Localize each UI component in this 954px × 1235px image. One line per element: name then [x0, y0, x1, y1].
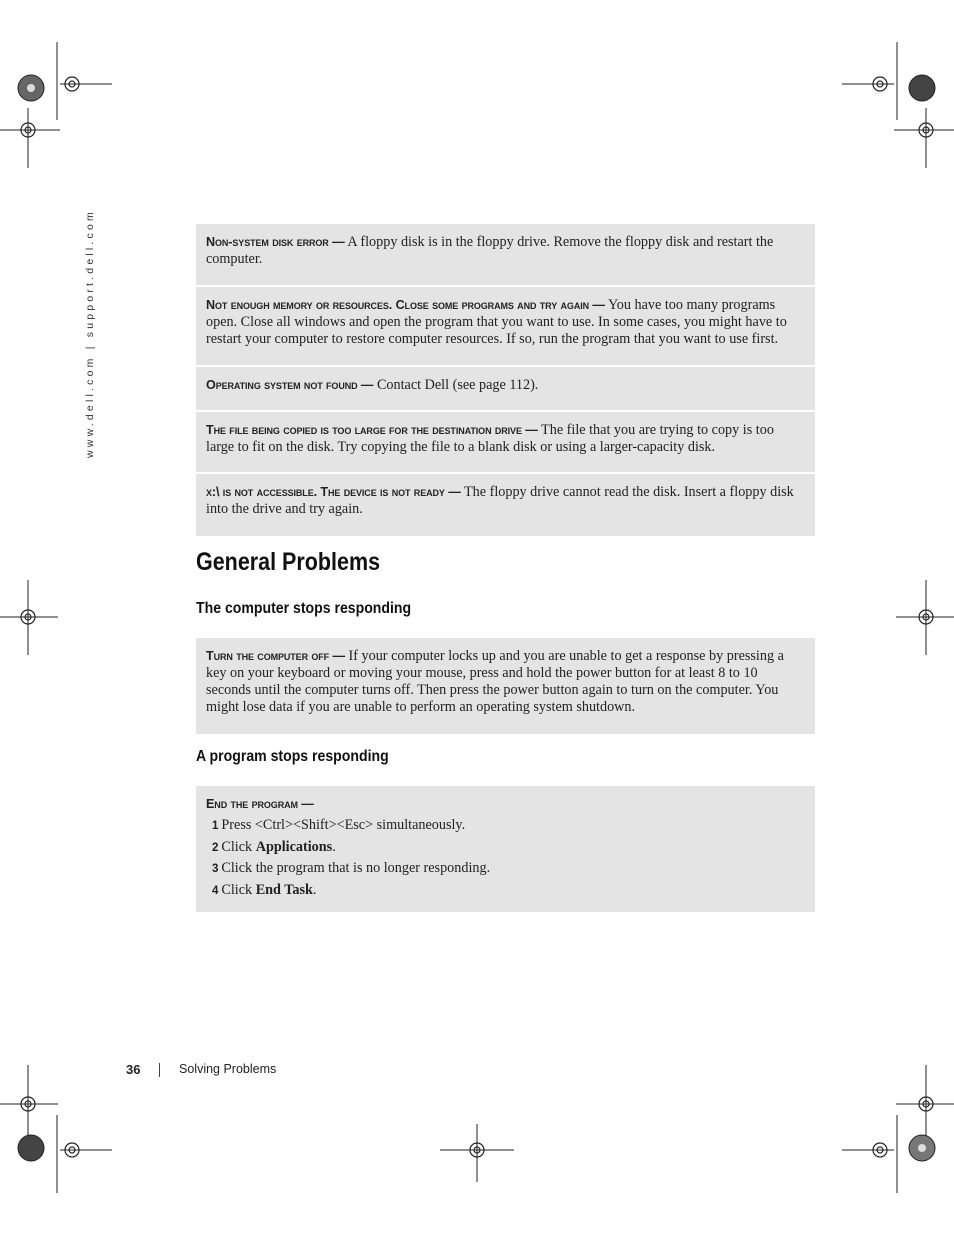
ui-term-end-task: End Task [255, 881, 313, 898]
message-box-turn-off [196, 638, 815, 734]
message-box-not-accessible [196, 474, 815, 536]
step-text-end: . [332, 838, 336, 855]
message-term: End the program — [206, 797, 314, 811]
message-box-non-system-disk [196, 224, 815, 285]
step-text: Press <Ctrl><Shift><Esc> simultaneously. [221, 817, 466, 833]
step-text: Click the program that is no longer responding. [221, 860, 491, 876]
step-number: 2 [212, 841, 219, 854]
step-number: 4 [212, 884, 219, 897]
section-title: General Problems [196, 548, 381, 576]
ui-term-applications: Applications [255, 838, 333, 855]
list-item [212, 882, 805, 900]
subsection-title-computer-stops: The computer stops responding [196, 600, 412, 617]
message-box-os-not-found [196, 367, 815, 410]
message-term: Non-system disk error — [206, 235, 345, 249]
list-item [212, 860, 805, 878]
message-box-file-too-large [196, 412, 815, 472]
message-box-not-enough-memory [196, 287, 815, 365]
page-number: 36 [126, 1062, 141, 1077]
step-text: Click [221, 838, 256, 855]
subsection-title-program-stops: A program stops responding [196, 748, 389, 765]
message-term: x:\ is not accessible. The device is not ready — [206, 485, 461, 499]
step-number: 1 [212, 820, 219, 832]
message-term: The file being copied is too large for the destination drive — [206, 423, 538, 437]
side-url: www.dell.com | support.dell.com [84, 209, 96, 458]
message-text: If your computer locks up and you are unable to get a response by pressing a key on your keyboard or moving your mouse, press and hold the power button for at least 8 to 10 seconds until the computer turns off. Then press the power button again to turn on the computer. You might lose data if you are unable to perform an operating system shutdown. [206, 648, 784, 715]
footer-section-name: Solving Problems [179, 1062, 277, 1076]
message-text: You have too many programs open. Close all windows and open the program that you want to use. In some cases, you might have to restart your computer to restore computer resources. If so, run the program that you want to use first. [206, 297, 787, 347]
message-box-end-program [196, 786, 815, 912]
message-text: The file that you are trying to copy is too large to fit on the disk. Try copying the file to a blank disk or using a larger-capacity disk. [206, 422, 774, 455]
message-term: Operating system not found — [206, 378, 374, 392]
step-number: 3 [212, 863, 219, 875]
message-term: Turn the computer off — [206, 649, 345, 663]
message-term: Not enough memory or resources. Close some programs and try again — [206, 298, 605, 312]
footer-divider [159, 1063, 160, 1077]
list-item [212, 817, 805, 835]
message-text: The floppy drive cannot read the disk. Insert a floppy disk into the drive and try again. [206, 484, 794, 517]
message-text: A floppy disk is in the floppy drive. Remove the floppy disk and restart the computer. [206, 234, 774, 267]
message-text: Contact Dell (see page 112). [373, 377, 539, 393]
list-item [212, 839, 805, 857]
steps-list [206, 817, 805, 900]
step-text: Click [221, 881, 256, 898]
step-text-end: . [312, 881, 317, 898]
